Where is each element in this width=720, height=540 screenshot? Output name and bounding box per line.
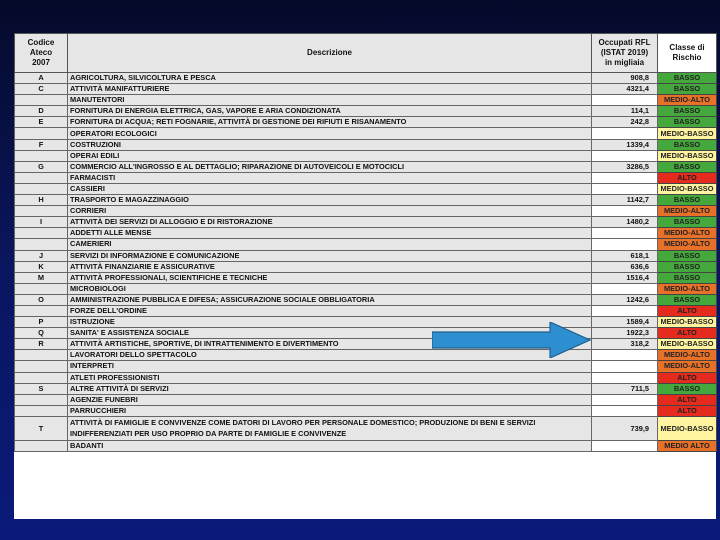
- table-row: [15, 372, 717, 383]
- description-cell: ATTIVITÀ ARTISTICHE, SPORTIVE, DI INTRATTENIMENTO E DIVERTIMENTO: [68, 339, 592, 350]
- ateco-code-cell: H: [15, 195, 68, 206]
- risk-class-cell: MEDIO-ALTO: [658, 283, 717, 294]
- occupied-cell: [592, 305, 658, 316]
- ateco-code-cell: [15, 150, 68, 161]
- risk-class-cell: BASSO: [658, 261, 717, 272]
- table-row: [15, 172, 717, 183]
- occupied-cell: [592, 283, 658, 294]
- ateco-code-cell: [15, 172, 68, 183]
- risk-class-cell: MEDIO-BASSO: [658, 128, 717, 139]
- risk-class-cell: BASSO: [658, 117, 717, 128]
- ateco-code-cell: [15, 183, 68, 194]
- occupied-cell: [592, 228, 658, 239]
- risk-class-cell: MEDIO-BASSO: [658, 416, 717, 440]
- risk-class-cell: ALTO: [658, 405, 717, 416]
- occupied-cell: 739,9: [592, 416, 658, 440]
- ateco-code-cell: K: [15, 261, 68, 272]
- table-row: [15, 328, 717, 339]
- header-row: [15, 34, 717, 73]
- description-cell: INTERPRETI: [68, 361, 592, 372]
- ateco-code-cell: I: [15, 217, 68, 228]
- ateco-code-cell: [15, 283, 68, 294]
- ateco-code-cell: [15, 372, 68, 383]
- description-cell: BADANTI: [68, 440, 592, 451]
- table-row: [15, 272, 717, 283]
- ateco-code-cell: [15, 394, 68, 405]
- occupied-cell: 908,8: [592, 73, 658, 84]
- ateco-code-cell: S: [15, 383, 68, 394]
- ateco-code-cell: G: [15, 161, 68, 172]
- risk-class-cell: MEDIO-ALTO: [658, 350, 717, 361]
- table-row: [15, 294, 717, 305]
- description-cell: ATTIVITÀ PROFESSIONALI, SCIENTIFICHE E TECNICHE: [68, 272, 592, 283]
- risk-class-cell: ALTO: [658, 372, 717, 383]
- occupied-cell: [592, 95, 658, 106]
- header-occupied: Occupati RFL (ISTAT 2019) in migliaia: [592, 34, 658, 73]
- table-row: [15, 73, 717, 84]
- occupied-cell: [592, 150, 658, 161]
- table-row: [15, 161, 717, 172]
- ateco-code-cell: F: [15, 139, 68, 150]
- risk-class-cell: BASSO: [658, 272, 717, 283]
- table-row: [15, 84, 717, 95]
- description-cell: SANITA' E ASSISTENZA SOCIALE: [68, 328, 592, 339]
- ateco-code-cell: M: [15, 272, 68, 283]
- description-cell: ADDETTI ALLE MENSE: [68, 228, 592, 239]
- risk-class-cell: MEDIO-BASSO: [658, 150, 717, 161]
- table-row: [15, 106, 717, 117]
- ateco-code-cell: P: [15, 317, 68, 328]
- occupied-cell: 1589,4: [592, 317, 658, 328]
- description-cell: FORZE DELL'ORDINE: [68, 305, 592, 316]
- occupied-cell: [592, 394, 658, 405]
- risk-class-cell: MEDIO-BASSO: [658, 183, 717, 194]
- description-cell: ATTIVITÀ FINANZIARIE E ASSICURATIVE: [68, 261, 592, 272]
- occupied-cell: 4321,4: [592, 84, 658, 95]
- table-row: [15, 440, 717, 451]
- ateco-code-cell: [15, 128, 68, 139]
- risk-class-cell: MEDIO-ALTO: [658, 95, 717, 106]
- description-cell: FORNITURA DI ENERGIA ELETTRICA, GAS, VAPORE E ARIA CONDIZIONATA: [68, 106, 592, 117]
- occupied-cell: 618,1: [592, 250, 658, 261]
- occupied-cell: 1242,6: [592, 294, 658, 305]
- ateco-code-cell: [15, 239, 68, 250]
- ateco-code-cell: R: [15, 339, 68, 350]
- occupied-cell: [592, 183, 658, 194]
- header-risk-class: Classe di Rischio: [658, 34, 717, 73]
- ateco-code-cell: [15, 440, 68, 451]
- table-row: [15, 195, 717, 206]
- occupied-cell: [592, 350, 658, 361]
- table-row: [15, 217, 717, 228]
- occupied-cell: 114,1: [592, 106, 658, 117]
- risk-class-cell: ALTO: [658, 394, 717, 405]
- description-cell: FARMACISTI: [68, 172, 592, 183]
- risk-class-cell: BASSO: [658, 217, 717, 228]
- table-row: [15, 239, 717, 250]
- occupied-cell: 3286,5: [592, 161, 658, 172]
- occupied-cell: 1480,2: [592, 217, 658, 228]
- table-row: [15, 416, 717, 440]
- risk-class-cell: BASSO: [658, 106, 717, 117]
- ateco-code-cell: [15, 305, 68, 316]
- description-cell: MICROBIOLOGI: [68, 283, 592, 294]
- ateco-code-cell: C: [15, 84, 68, 95]
- table-row: [15, 228, 717, 239]
- occupied-cell: [592, 405, 658, 416]
- description-cell: AGENZIE FUNEBRI: [68, 394, 592, 405]
- description-cell: COMMERCIO ALL'INGROSSO E AL DETTAGLIO; RIPARAZIONE DI AUTOVEICOLI E MOTOCICLI: [68, 161, 592, 172]
- risk-class-cell: BASSO: [658, 73, 717, 84]
- description-cell: OPERATORI ECOLOGICI: [68, 128, 592, 139]
- risk-class-cell: BASSO: [658, 195, 717, 206]
- description-cell: COSTRUZIONI: [68, 139, 592, 150]
- ateco-code-cell: [15, 361, 68, 372]
- table-row: [15, 261, 717, 272]
- table-row: [15, 183, 717, 194]
- risk-class-cell: BASSO: [658, 294, 717, 305]
- description-cell: CAMERIERI: [68, 239, 592, 250]
- risk-class-cell: ALTO: [658, 328, 717, 339]
- description-cell: ATTIVITÀ MANIFATTURIERE: [68, 84, 592, 95]
- occupied-cell: 1142,7: [592, 195, 658, 206]
- risk-class-cell: MEDIO-BASSO: [658, 339, 717, 350]
- header-description: Descrizione: [68, 34, 592, 73]
- description-cell: ISTRUZIONE: [68, 317, 592, 328]
- table-row: [15, 383, 717, 394]
- description-cell: ATLETI PROFESSIONISTI: [68, 372, 592, 383]
- occupied-cell: [592, 172, 658, 183]
- table-row: [15, 339, 717, 350]
- occupied-cell: [592, 361, 658, 372]
- risk-class-cell: ALTO: [658, 305, 717, 316]
- risk-class-cell: MEDIO-ALTO: [658, 206, 717, 217]
- ateco-code-cell: [15, 95, 68, 106]
- table-row: [15, 305, 717, 316]
- description-cell: MANUTENTORI: [68, 95, 592, 106]
- description-cell: CORRIERI: [68, 206, 592, 217]
- risk-class-cell: MEDIO ALTO: [658, 440, 717, 451]
- risk-class-cell: BASSO: [658, 84, 717, 95]
- occupied-cell: 242,8: [592, 117, 658, 128]
- table-row: [15, 361, 717, 372]
- risk-class-cell: MEDIO-ALTO: [658, 361, 717, 372]
- risk-class-cell: BASSO: [658, 139, 717, 150]
- occupied-cell: 1922,3: [592, 328, 658, 339]
- risk-class-cell: ALTO: [658, 172, 717, 183]
- occupied-cell: 636,6: [592, 261, 658, 272]
- table-row: [15, 350, 717, 361]
- description-cell: FORNITURA DI ACQUA; RETI FOGNARIE, ATTIVITÀ DI GESTIONE DEI RIFIUTI E RISANAMENTO: [68, 117, 592, 128]
- risk-table-sheet: [14, 33, 716, 519]
- description-cell: TRASPORTO E MAGAZZINAGGIO: [68, 195, 592, 206]
- description-cell: SERVIZI DI INFORMAZIONE E COMUNICAZIONE: [68, 250, 592, 261]
- description-cell: OPERAI EDILI: [68, 150, 592, 161]
- description-cell: ATTIVITÀ DI FAMIGLIE E CONVIVENZE COME DATORI DI LAVORO PER PERSONALE DOMESTICO; PRODUZIONE DI BENI E SERVIZI INDIFFERENZIATI PER USO PROPRIO DA PARTE DI FAMIGLIE E CONVIVENZE: [68, 416, 592, 440]
- occupied-cell: 318,2: [592, 339, 658, 350]
- risk-classification-table: [14, 33, 717, 452]
- ateco-code-cell: D: [15, 106, 68, 117]
- risk-class-cell: MEDIO-ALTO: [658, 228, 717, 239]
- description-cell: CASSIERI: [68, 183, 592, 194]
- occupied-cell: [592, 239, 658, 250]
- ateco-code-cell: A: [15, 73, 68, 84]
- risk-class-cell: MEDIO-BASSO: [658, 317, 717, 328]
- risk-class-cell: BASSO: [658, 161, 717, 172]
- table-row: [15, 139, 717, 150]
- description-cell: AMMINISTRAZIONE PUBBLICA E DIFESA; ASSICURAZIONE SOCIALE OBBLIGATORIA: [68, 294, 592, 305]
- risk-class-cell: BASSO: [658, 383, 717, 394]
- table-row: [15, 206, 717, 217]
- header-code: Codice Ateco 2007: [15, 34, 68, 73]
- occupied-cell: [592, 372, 658, 383]
- description-cell: ALTRE ATTIVITÀ DI SERVIZI: [68, 383, 592, 394]
- table-row: [15, 283, 717, 294]
- ateco-code-cell: [15, 405, 68, 416]
- occupied-cell: [592, 128, 658, 139]
- risk-class-cell: BASSO: [658, 250, 717, 261]
- occupied-cell: 711,5: [592, 383, 658, 394]
- ateco-code-cell: J: [15, 250, 68, 261]
- occupied-cell: 1339,4: [592, 139, 658, 150]
- ateco-code-cell: Q: [15, 328, 68, 339]
- table-row: [15, 317, 717, 328]
- ateco-code-cell: O: [15, 294, 68, 305]
- table-row: [15, 95, 717, 106]
- ateco-code-cell: [15, 228, 68, 239]
- occupied-cell: [592, 440, 658, 451]
- table-row: [15, 128, 717, 139]
- risk-class-cell: MEDIO-ALTO: [658, 239, 717, 250]
- table-row: [15, 394, 717, 405]
- ateco-code-cell: T: [15, 416, 68, 440]
- table-row: [15, 150, 717, 161]
- description-cell: ATTIVITÀ DEI SERVIZI DI ALLOGGIO E DI RISTORAZIONE: [68, 217, 592, 228]
- table-row: [15, 405, 717, 416]
- description-cell: PARRUCCHIERI: [68, 405, 592, 416]
- ateco-code-cell: [15, 206, 68, 217]
- occupied-cell: [592, 206, 658, 217]
- ateco-code-cell: [15, 350, 68, 361]
- occupied-cell: 1516,4: [592, 272, 658, 283]
- arrow-right-icon: [432, 322, 592, 358]
- description-cell: LAVORATORI DELLO SPETTACOLO: [68, 350, 592, 361]
- description-cell: AGRICOLTURA, SILVICOLTURA E PESCA: [68, 73, 592, 84]
- table-row: [15, 117, 717, 128]
- ateco-code-cell: E: [15, 117, 68, 128]
- table-row: [15, 250, 717, 261]
